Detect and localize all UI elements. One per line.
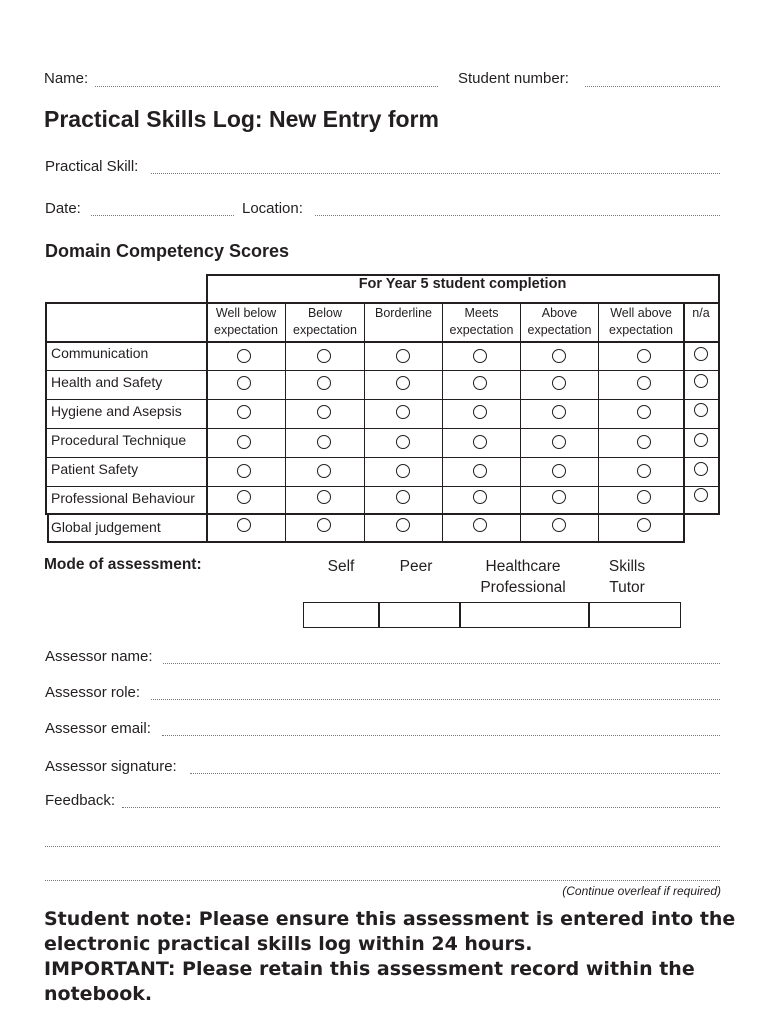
radio-procedural-meets[interactable] <box>473 435 487 449</box>
mode-healthcare-label: Healthcare Professional <box>480 558 566 596</box>
student-note: Student note: Please ensure this assessment is entered into the electronic practical skills log within 24 hours. <box>44 908 736 955</box>
radio-patient-safety-na[interactable] <box>694 462 708 476</box>
feedback-label: Feedback: <box>45 792 116 809</box>
radio-procedural-well-above[interactable] <box>637 435 651 449</box>
radio-professional-meets[interactable] <box>473 490 487 504</box>
practical-skill-label: Practical Skill: <box>45 158 139 175</box>
radio-global-well-above[interactable] <box>637 518 651 532</box>
radio-communication-below[interactable] <box>317 349 331 363</box>
radio-procedural-below[interactable] <box>317 435 331 449</box>
row-label-professional-behaviour: Professional Behaviour <box>51 490 195 506</box>
mode-skills-tutor-label: Skills Tutor <box>608 558 646 596</box>
radio-patient-safety-well-below[interactable] <box>237 464 251 478</box>
assessor-email-label: Assessor email: <box>45 720 151 737</box>
radio-communication-well-above[interactable] <box>637 349 651 363</box>
competency-heading: Domain Competency Scores <box>45 241 290 261</box>
row-label-hygiene-and-asepsis: Hygiene and Asepsis <box>51 403 182 419</box>
radio-health-safety-below[interactable] <box>317 376 331 390</box>
name-label: Name: <box>44 70 89 87</box>
feedback-line-1[interactable] <box>122 807 720 808</box>
assessor-email-field[interactable] <box>162 735 720 736</box>
assessor-signature-field[interactable] <box>190 773 720 774</box>
assessor-role-field[interactable] <box>151 699 720 700</box>
radio-patient-safety-well-above[interactable] <box>637 464 651 478</box>
assessor-name-label: Assessor name: <box>45 648 153 665</box>
feedback-line-2[interactable] <box>45 846 720 847</box>
mode-healthcare-box[interactable] <box>461 602 588 628</box>
radio-communication-na[interactable] <box>694 347 708 361</box>
mode-skills-tutor-box[interactable] <box>590 602 680 628</box>
radio-health-safety-above[interactable] <box>552 376 566 390</box>
mode-label: Mode of assessment: <box>44 556 202 573</box>
radio-communication-meets[interactable] <box>473 349 487 363</box>
radio-global-well-below[interactable] <box>237 518 251 532</box>
radio-professional-below[interactable] <box>317 490 331 504</box>
radio-procedural-well-below[interactable] <box>237 435 251 449</box>
radio-global-borderline[interactable] <box>396 518 410 532</box>
radio-hygiene-above[interactable] <box>552 405 566 419</box>
radio-hygiene-well-above[interactable] <box>637 405 651 419</box>
radio-patient-safety-above[interactable] <box>552 464 566 478</box>
radio-professional-borderline[interactable] <box>396 490 410 504</box>
radio-professional-above[interactable] <box>552 490 566 504</box>
location-label: Location: <box>242 200 303 217</box>
radio-health-safety-well-above[interactable] <box>637 376 651 390</box>
radio-professional-na[interactable] <box>694 488 708 502</box>
radio-hygiene-borderline[interactable] <box>396 405 410 419</box>
row-label-patient-safety: Patient Safety <box>51 461 139 477</box>
radio-communication-above[interactable] <box>552 349 566 363</box>
radio-global-below[interactable] <box>317 518 331 532</box>
mode-peer-box[interactable] <box>380 602 459 628</box>
radio-health-safety-well-below[interactable] <box>237 376 251 390</box>
radio-hygiene-meets[interactable] <box>473 405 487 419</box>
date-label: Date: <box>45 200 81 217</box>
col-meets: Meets expectation <box>449 306 514 337</box>
col-borderline: Borderline <box>375 306 432 320</box>
mode-self-label: Self <box>327 558 355 575</box>
radio-procedural-na[interactable] <box>694 433 708 447</box>
radio-patient-safety-below[interactable] <box>317 464 331 478</box>
radio-professional-well-above[interactable] <box>637 490 651 504</box>
col-below: Below expectation <box>293 306 357 337</box>
radio-hygiene-well-below[interactable] <box>237 405 251 419</box>
radio-health-safety-na[interactable] <box>694 374 708 388</box>
radio-patient-safety-borderline[interactable] <box>396 464 410 478</box>
col-well-below: Well below expectation <box>214 306 278 337</box>
radio-hygiene-na[interactable] <box>694 403 708 417</box>
radio-health-safety-meets[interactable] <box>473 376 487 390</box>
page-title: Practical Skills Log: New Entry form <box>44 106 439 132</box>
radio-communication-borderline[interactable] <box>396 349 410 363</box>
radio-health-safety-borderline[interactable] <box>396 376 410 390</box>
mode-self-box[interactable] <box>304 602 378 628</box>
radio-hygiene-below[interactable] <box>317 405 331 419</box>
row-label-health-and-safety: Health and Safety <box>51 374 163 390</box>
assessor-signature-label: Assessor signature: <box>45 758 177 775</box>
col-well-above: Well above expectation <box>609 306 673 337</box>
group-header: For Year 5 student completion <box>358 276 567 292</box>
radio-patient-safety-meets[interactable] <box>473 464 487 478</box>
continue-note: (Continue overleaf if required) <box>562 884 721 898</box>
student-number-label: Student number: <box>458 70 569 87</box>
mode-peer-label: Peer <box>399 558 433 575</box>
row-label-communication: Communication <box>51 345 149 361</box>
col-above: Above expectation <box>527 306 592 337</box>
radio-procedural-borderline[interactable] <box>396 435 410 449</box>
col-na: n/a <box>692 306 710 320</box>
radio-professional-well-below[interactable] <box>237 490 251 504</box>
assessor-role-label: Assessor role: <box>45 684 141 701</box>
assessor-name-field[interactable] <box>163 663 720 664</box>
row-label-procedural-technique: Procedural Technique <box>51 432 187 448</box>
radio-communication-well-below[interactable] <box>237 349 251 363</box>
row-label-global-judgement: Global judgement <box>51 519 161 535</box>
radio-procedural-above[interactable] <box>552 435 566 449</box>
radio-global-meets[interactable] <box>473 518 487 532</box>
important-note: IMPORTANT: Please retain this assessment record within the notebook. <box>44 958 695 1005</box>
radio-global-above[interactable] <box>552 518 566 532</box>
feedback-line-3[interactable] <box>45 880 720 881</box>
